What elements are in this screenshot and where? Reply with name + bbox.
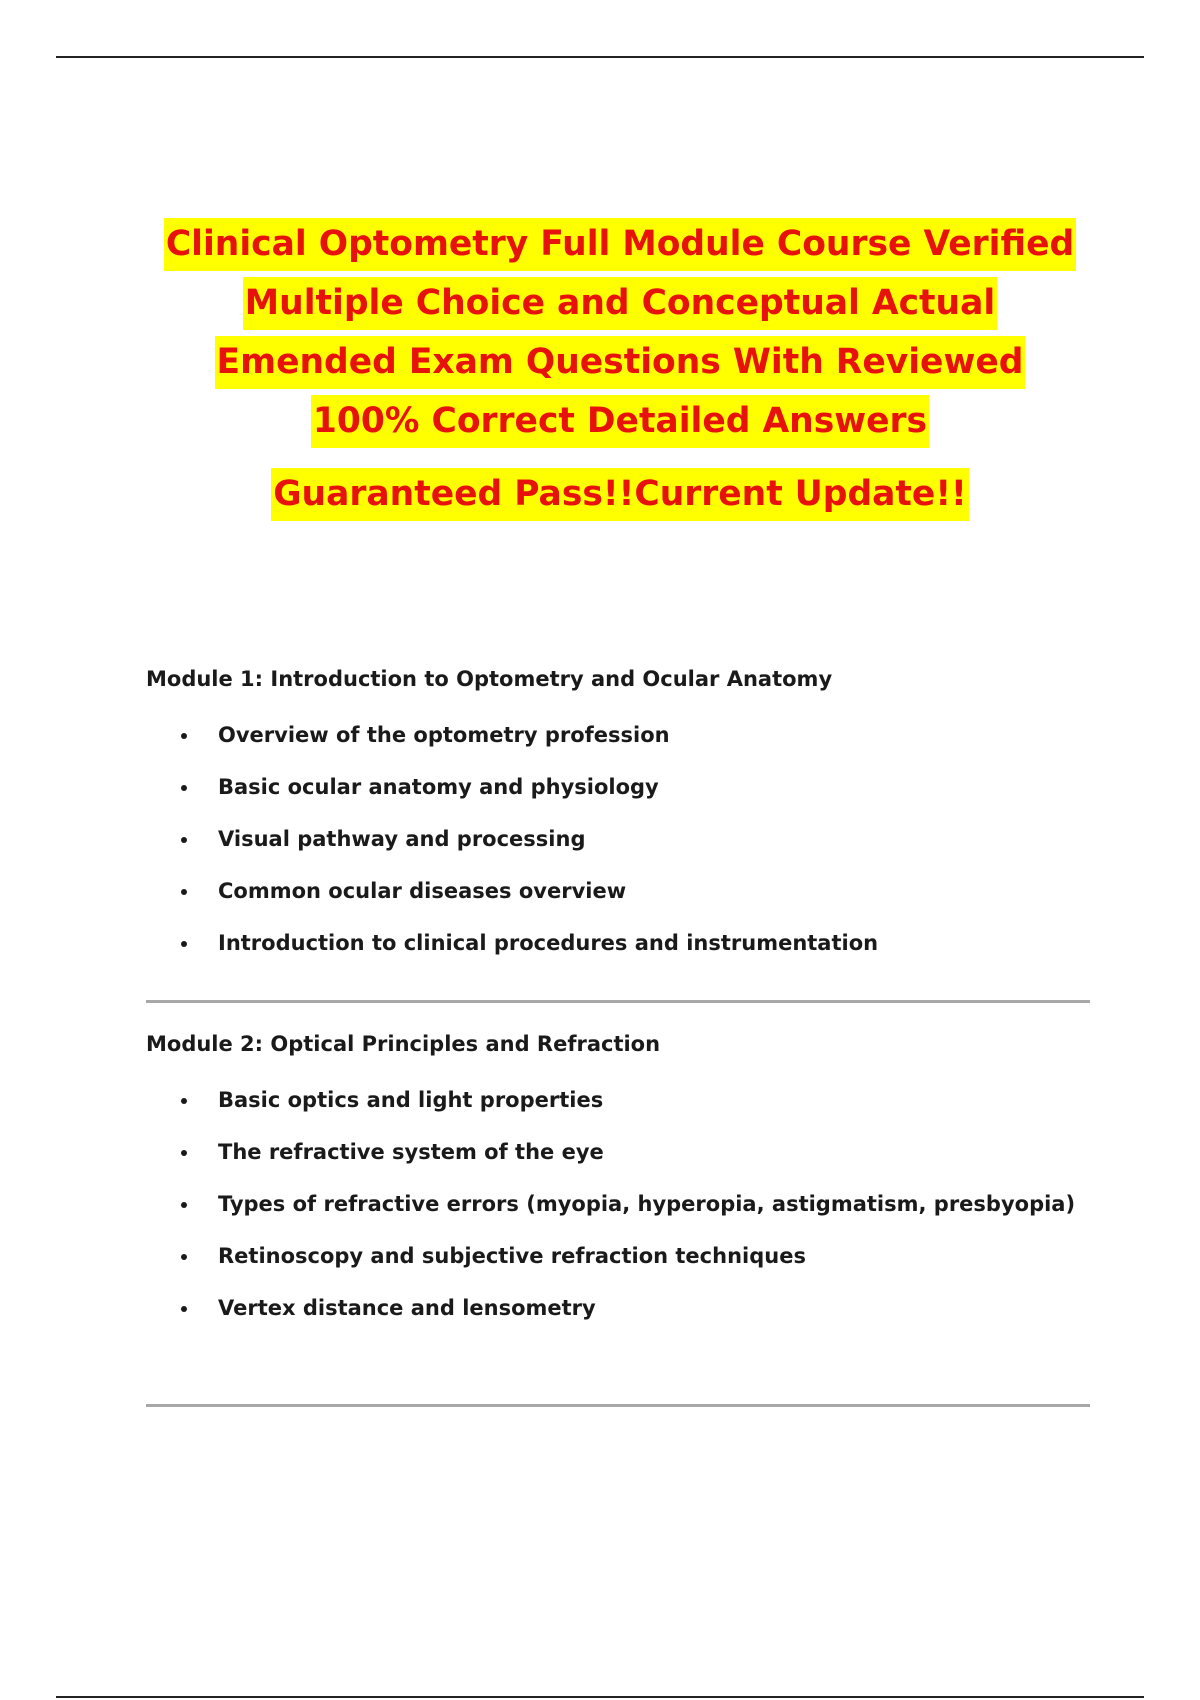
bullet-icon [181,1202,187,1208]
module-1-list [146,717,1090,961]
section-divider [146,1000,1090,1003]
module-2-list [146,1082,1090,1326]
bullet-icon [181,1254,187,1260]
title-line-3: Emended Exam Questions With Reviewed [100,336,1140,389]
list-item: Overview of the optometry profession [146,717,1090,753]
page-top-rule [56,56,1144,58]
list-item: The refractive system of the eye [146,1134,1090,1170]
list-item: Basic optics and light properties [146,1082,1090,1118]
bullet-icon [181,1098,187,1104]
list-item: Retinoscopy and subjective refraction techniques [146,1238,1090,1274]
bullet-icon [181,1150,187,1156]
list-item: Introduction to clinical procedures and instrumentation [146,925,1090,961]
bullet-icon [181,889,187,895]
page-bottom-rule [56,1696,1144,1698]
module-2-section [146,1030,1090,1342]
list-item: Types of refractive errors (myopia, hyperopia, astigmatism, presbyopia) [146,1186,1090,1222]
bullet-icon [181,837,187,843]
bullet-icon [181,1306,187,1312]
title-line-4: 100% Correct Detailed Answers [100,395,1140,448]
list-item: Common ocular diseases overview [146,873,1090,909]
list-item: Basic ocular anatomy and physiology [146,769,1090,805]
bullet-icon [181,733,187,739]
module-1-section [146,665,1090,977]
document-title [100,218,1140,521]
list-item: Visual pathway and processing [146,821,1090,857]
module-2-heading: Module 2: Optical Principles and Refraction [146,1032,661,1056]
list-item: Vertex distance and lensometry [146,1290,1090,1326]
module-1-heading: Module 1: Introduction to Optometry and Ocular Anatomy [146,667,833,691]
title-line-1: Clinical Optometry Full Module Course Verified [100,218,1140,271]
bullet-icon [181,941,187,947]
title-line-5: Guaranteed Pass!!Current Update!! [100,468,1140,521]
section-divider [146,1404,1090,1407]
title-line-2: Multiple Choice and Conceptual Actual [100,277,1140,330]
bullet-icon [181,785,187,791]
